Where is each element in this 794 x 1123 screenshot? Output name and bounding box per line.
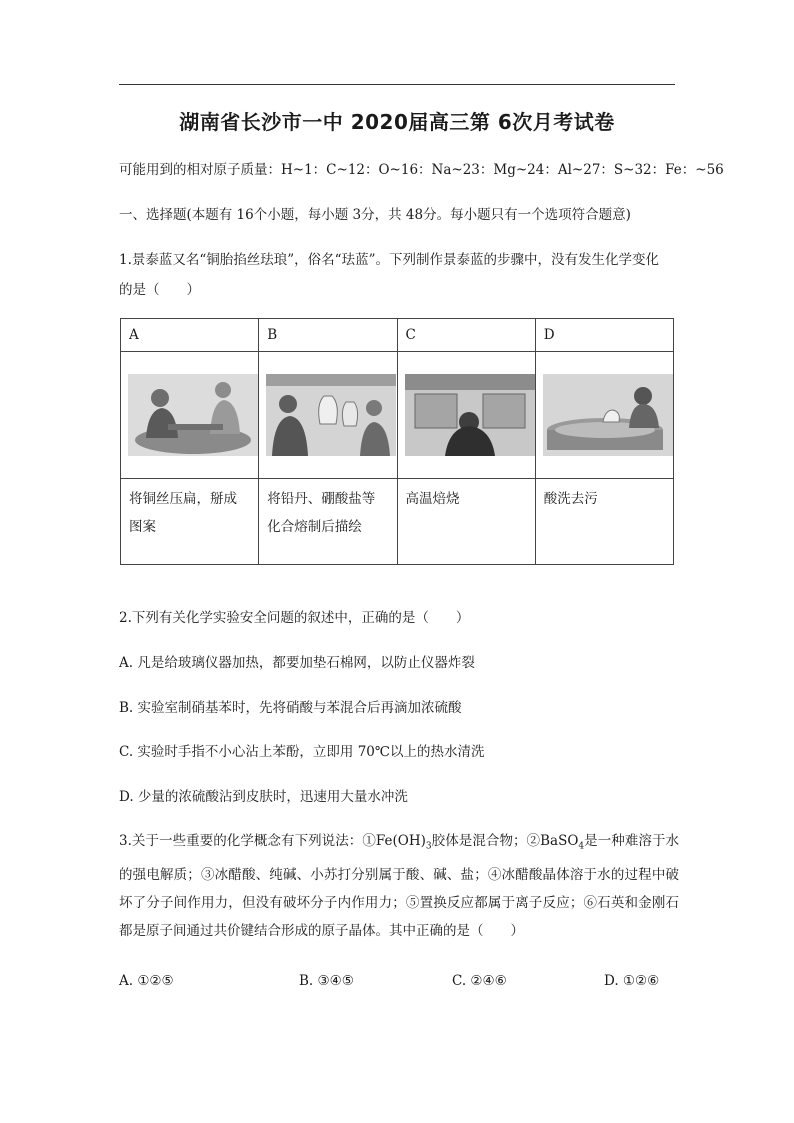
header-rule (119, 84, 675, 85)
illustration-kiln-firing-icon (405, 374, 535, 456)
q1-col-b-label: B (259, 319, 397, 352)
q1-stem-line2: 的是（ ） (119, 282, 200, 298)
q1-stem-line1: 1.景泰蓝又名“铜胎掐丝珐琅”，俗名“珐蓝”。下列制作景泰蓝的步骤中，没有发生化学变化 (119, 252, 659, 268)
q2-stem: 2.下列有关化学实验安全问题的叙述中，正确的是（ ） (119, 610, 470, 626)
q1-image-cell-c (397, 352, 535, 479)
q3-option-c: C. ②④⑥ (452, 973, 507, 989)
q3-stem (119, 827, 679, 945)
q1-image-cell-b (259, 352, 397, 479)
illustration-acid-washing-tub-icon (543, 374, 673, 456)
q1-options-table (120, 318, 674, 565)
q1-col-a-label: A (121, 319, 259, 352)
q3-stem-sub1: 3 (425, 841, 432, 852)
q1-image-cell-a (121, 352, 259, 479)
q1-option-d-text: 酸洗去污 (535, 479, 673, 565)
q3-option-b: B. ③④⑤ (299, 973, 354, 989)
atomic-masses-note: 可能用到的相对原子质量：H~1：C~12：O~16：Na~23：Mg~24：Al~27：S~32：Fe：~56 (119, 162, 724, 178)
exam-title: 湖南省长沙市一中 2020届高三第 6次月考试卷 (179, 110, 615, 134)
q3-option-d: D. ①②⑥ (604, 973, 660, 989)
q1-option-c-text: 高温焙烧 (397, 479, 535, 565)
illustration-artisans-working-icon (128, 374, 258, 456)
q1-option-a-text: 将铜丝压扁，掰成图案 (121, 479, 259, 565)
section-title: 一、选择题(本题有 16个小题，每小题 3分，共 48分。每小题只有一个选项符合题意) (119, 207, 631, 223)
q2-option-d: D. 少量的浓硫酸沾到皮肤时，迅速用大量水冲洗 (119, 789, 408, 805)
q3-stem-sub2: 4 (578, 841, 585, 852)
q3-stem-part1: 3.关于一些重要的化学概念有下列说法：①Fe(OH) (119, 833, 426, 849)
q1-image-cell-d (535, 352, 673, 479)
q3-stem-part2: 胶体是混合物；②BaSO (431, 833, 579, 849)
q3-stem-part3: 是一种难溶于水的强电解质；③冰醋酸、纯碱、小苏打分别属于酸、碱、盐；④冰醋酸晶体溶于水的过程中破坏了分子间作用力，但没有破坏分子内作用力；⑤置换反应都属于离子反应；⑥石英和金刚石都是原子间通过共价键结合形成的原子晶体。其中正确的是（ ） (119, 833, 679, 939)
q2-option-a: A. 凡是给玻璃仪器加热，都要加垫石棉网，以防止仪器炸裂 (119, 655, 475, 671)
q2-option-b: B. 实验室制硝基苯时，先将硝酸与苯混合后再滴加浓硫酸 (119, 700, 462, 716)
illustration-artisans-with-vases-icon (266, 374, 396, 456)
q1-col-d-label: D (535, 319, 673, 352)
q1-option-b-text: 将铅丹、硼酸盐等化合熔制后描绘 (259, 479, 397, 565)
q2-option-c: C. 实验时手指不小心沾上苯酚，立即用 70℃以上的热水清洗 (119, 744, 485, 760)
q1-col-c-label: C (397, 319, 535, 352)
q3-option-a: A. ①②⑤ (119, 973, 174, 989)
